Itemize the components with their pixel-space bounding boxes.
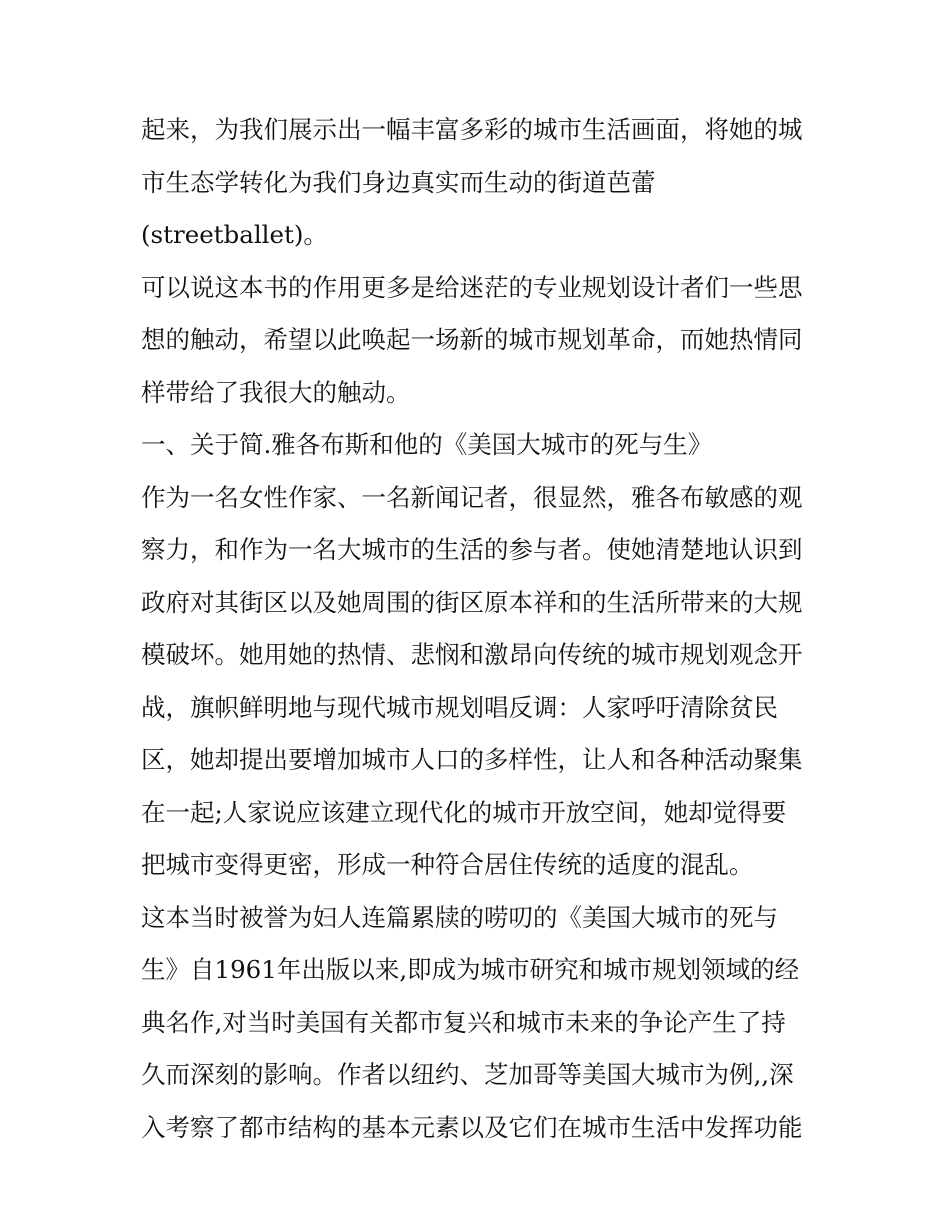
text-line: (streetballet)。: [141, 220, 328, 249]
document-body: [141, 104, 831, 1154]
text-line: 久而深刻的影响。作者以纽约、芝加哥等美国大城市为例,,深: [141, 1060, 794, 1089]
text-line: 这本当时被誉为妇人连篇累牍的唠叨的《美国大城市的死与: [141, 902, 778, 932]
text-line: 把城市变得更密，形成一种符合居住传统的适度的混乱。: [141, 850, 754, 879]
text-line: 可以说这本书的作用更多是给迷茫的专业规划设计者们一些思: [141, 272, 803, 302]
text-line: 想的触动，希望以此唤起一场新的城市规划革命，而她热情同: [141, 325, 803, 354]
section-heading: 一、关于简.雅各布斯和他的《美国大城市的死与生》: [141, 430, 713, 459]
text-line: 模破坏。她用她的热情、悲悯和激昂向传统的城市规划观念开: [141, 640, 803, 669]
text-line: 典名作,对当时美国有关都市复兴和城市未来的争论产生了持: [141, 1007, 786, 1037]
text-line: 起来，为我们展示出一幅丰富多彩的城市生活画面，将她的城: [141, 115, 803, 144]
text-line: 入考察了都市结构的基本元素以及它们在城市生活中发挥功能: [141, 1112, 803, 1142]
text-line: 生》自1961年出版以来,即成为城市研究和城市规划领域的经: [141, 955, 800, 984]
text-line: 政府对其街区以及她周围的街区原本祥和的生活所带来的大规: [141, 587, 803, 617]
text-line: 察力，和作为一名大城市的生活的参与者。使她清楚地认识到: [141, 535, 803, 564]
text-line: 作为一名女性作家、一名新闻记者，很显然，雅各布敏感的观: [141, 482, 803, 512]
text-line: 在一起;人家说应该建立现代化的城市开放空间，她却觉得要: [141, 797, 787, 827]
text-line: 战，旗帜鲜明地与现代城市规划唱反调：人家呼吁清除贫民: [141, 692, 778, 722]
text-line: 市生态学转化为我们身边真实而生动的街道芭蕾: [141, 167, 656, 197]
text-line: 区，她却提出要增加城市人口的多样性，让人和各种活动聚集: [141, 745, 803, 774]
text-line: 样带给了我很大的触动。: [141, 377, 411, 407]
